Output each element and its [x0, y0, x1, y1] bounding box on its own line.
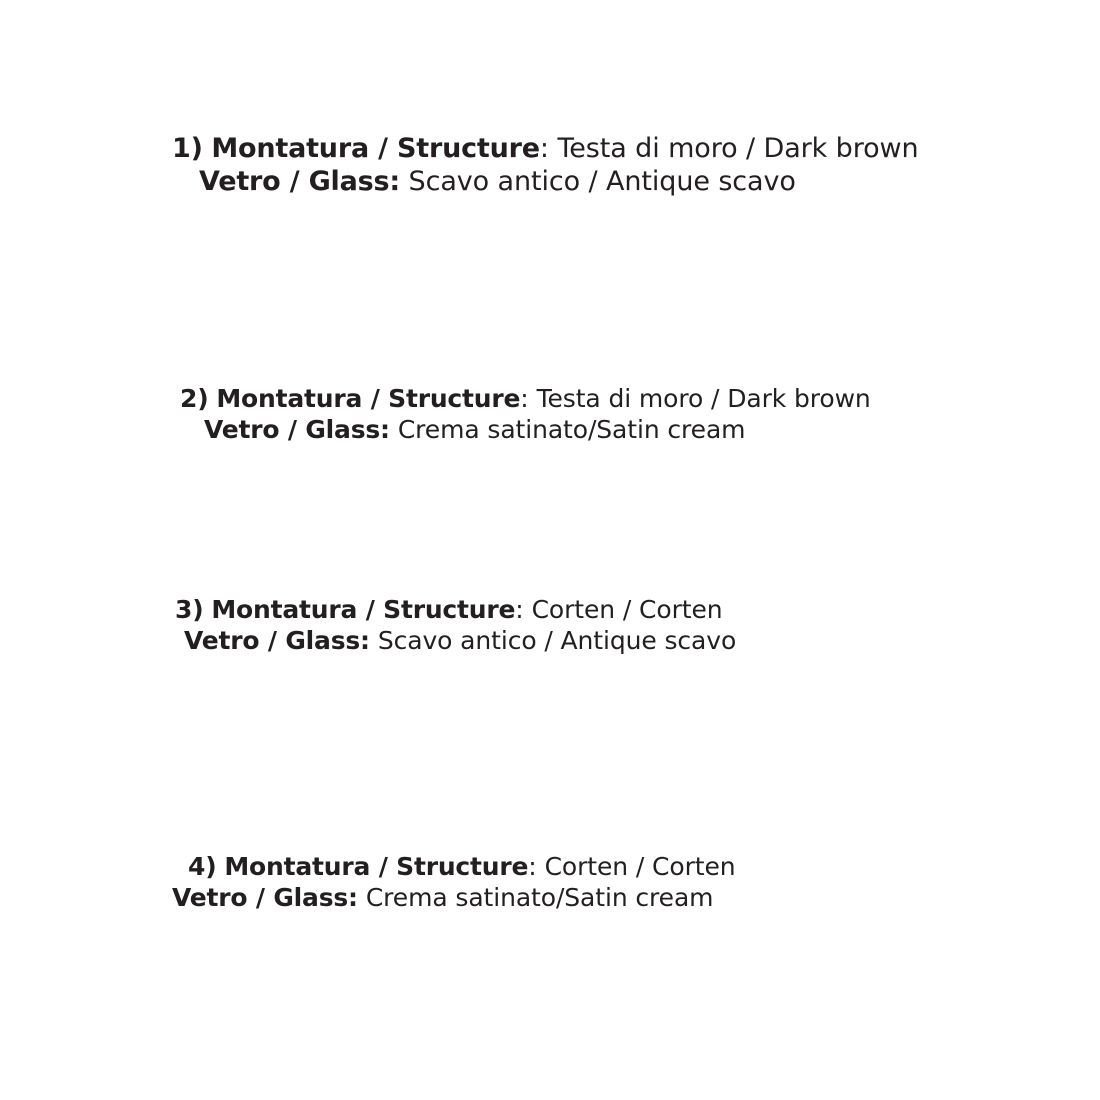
- structure-line: [0, 133, 1100, 166]
- item-index: 2): [180, 384, 209, 413]
- structure-label: Montatura / Structure: [211, 133, 540, 164]
- structure-value: Testa di moro / Dark brown: [536, 384, 871, 413]
- glass-line: [0, 883, 1100, 914]
- glass-label: Vetro / Glass:: [184, 625, 370, 655]
- structure-line: [0, 595, 1100, 626]
- structure-line: [0, 852, 1100, 883]
- structure-value: Testa di moro / Dark brown: [557, 133, 919, 164]
- structure-label: Montatura / Structure: [224, 852, 529, 881]
- spec-block: [0, 595, 1100, 656]
- glass-line: [0, 626, 1100, 657]
- structure-separator: :: [515, 595, 524, 624]
- spec-block: [0, 852, 1100, 913]
- glass-value: Crema satinato/Satin cream: [365, 882, 714, 912]
- structure-value: Corten / Corten: [544, 852, 736, 881]
- structure-label: Montatura / Structure: [211, 595, 516, 624]
- glass-value: Scavo antico / Antique scavo: [377, 625, 737, 655]
- item-index: 3): [175, 595, 204, 624]
- structure-separator: :: [539, 133, 549, 164]
- glass-label: Vetro / Glass:: [204, 414, 390, 444]
- structure-label: Montatura / Structure: [216, 384, 521, 413]
- glass-value: Crema satinato/Satin cream: [397, 414, 746, 444]
- glass-label: Vetro / Glass:: [172, 882, 358, 912]
- item-index: 1): [172, 133, 203, 164]
- structure-line: [0, 384, 1100, 415]
- structure-separator: :: [520, 384, 529, 413]
- glass-label: Vetro / Glass:: [199, 165, 400, 197]
- spec-block: [0, 384, 1100, 445]
- item-index: 4): [188, 852, 217, 881]
- structure-value: Corten / Corten: [531, 595, 723, 624]
- glass-line: [0, 166, 1100, 199]
- glass-line: [0, 415, 1100, 446]
- spec-block: [0, 133, 1100, 199]
- structure-separator: :: [528, 852, 537, 881]
- glass-value: Scavo antico / Antique scavo: [408, 165, 796, 197]
